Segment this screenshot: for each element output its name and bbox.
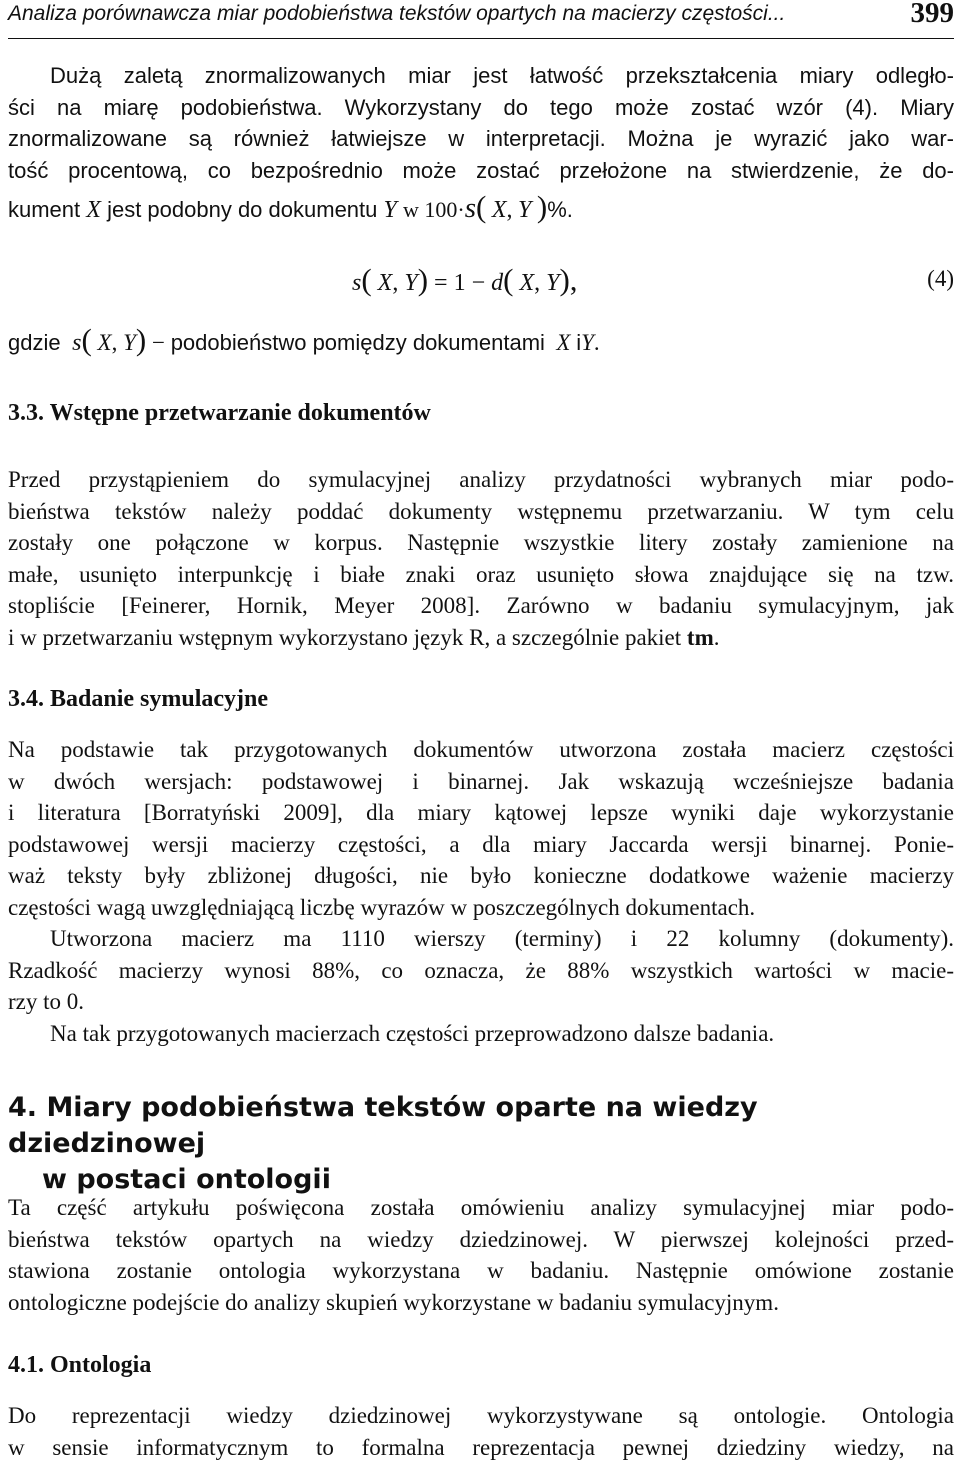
text-line: Do reprezentacji wiedzy dziedzinowej wykorzystywane są ontologie. Ontologia xyxy=(8,1403,954,1428)
heading-line: w postaci ontologii xyxy=(42,1164,331,1195)
text-span: %. xyxy=(547,197,573,222)
paragraph-preprocessing xyxy=(8,464,954,653)
math-minus: − xyxy=(471,270,486,296)
text-line: Utworzona macierz ma 1110 wierszy (terminy) i 22 kolumny (dokumenty). xyxy=(50,926,954,951)
text-span: gdzie xyxy=(8,330,61,355)
running-header xyxy=(8,0,954,39)
math-paren: ), xyxy=(559,262,578,297)
math-minus: − xyxy=(151,330,165,355)
header-title: Analiza porównawcza miar podobieństwa tekstów opartych na macierzy częstości... xyxy=(8,2,786,25)
text-span: w 100· xyxy=(403,197,465,222)
math-equals: = xyxy=(434,270,448,296)
text-line: ści na miarę podobieństwa. Wykorzystany do tego może zostać wzór (4). Miary xyxy=(8,94,954,120)
text-line: waż teksty były zbliżonej długości, nie było konieczne dodatkowe ważenie macierzy xyxy=(8,863,954,888)
section-heading-3-3: 3.3. Wstępne przetwarzanie dokumentów xyxy=(8,400,431,426)
text-line: w dwóch wersjach: podstawowej i binarnej. Jak wskazują wcześniejsze badania xyxy=(8,768,954,794)
math-comma: , xyxy=(392,270,399,296)
math-comma: , xyxy=(506,197,513,223)
math-var-x: X xyxy=(86,197,101,223)
math-var-d: d xyxy=(491,270,504,296)
math-var-y: Y xyxy=(123,330,136,355)
text-span: . xyxy=(713,624,720,650)
math-var-x: X xyxy=(556,330,571,355)
text-line: Dużą zaletą znormalizowanych miar jest łatwość przekształcenia miary odległo- xyxy=(50,63,954,88)
text-line: rzy to 0. xyxy=(8,989,85,1014)
text-line: podstawowej wersji macierzy częstości, a dla miary Jaccarda wersji binarnej. Ponie- xyxy=(8,831,954,857)
text-line xyxy=(8,622,954,654)
math-var-s: s xyxy=(464,192,477,224)
package-name: tm xyxy=(686,624,714,650)
text-line xyxy=(8,186,954,228)
equation-legend xyxy=(8,322,600,358)
math-var-x: X xyxy=(97,330,112,355)
text-line: Na tak przygotowanych macierzach częstości przeprowadzono dalsze badania. xyxy=(50,1020,775,1046)
math-var-s: s xyxy=(352,270,362,296)
text-line: stawiona zostanie ontologia wykorzystana w badaniu. Następnie omówione zostanie xyxy=(8,1258,954,1283)
text-line: małe, usunięto interpunkcję i białe znaki oraz usunięto słowa znajdujące się na tzw. xyxy=(8,561,954,587)
paragraph-simulation xyxy=(8,734,954,1049)
text-line: zostały one połączone w korpus. Następnie wszystkie litery zostały zamienione na xyxy=(8,530,954,555)
text-span: i w przetwarzaniu wstępnym wykorzystano język R, a szczególnie pakiet xyxy=(8,624,682,650)
math-var-y: Y xyxy=(518,197,532,223)
text-span: podobieństwo pomiędzy dokumentami xyxy=(170,330,545,355)
math-var-y: Y xyxy=(404,270,418,296)
text-line: i literatura [Borratyński 2009], dla miary kątowej lepsze wyniki daje wykorzystanie xyxy=(8,800,954,825)
paragraph-normalized-measures xyxy=(8,60,954,228)
paragraph-ontology xyxy=(8,1400,954,1463)
math-comma: , xyxy=(111,330,118,355)
math-comma: , xyxy=(534,270,541,296)
text-span: kument xyxy=(8,197,81,222)
math-paren: ) xyxy=(135,322,147,357)
text-span: jest podobny do dokumentu xyxy=(107,197,378,222)
math-var-x: X xyxy=(519,270,535,296)
section-heading-3-4: 3.4. Badanie symulacyjne xyxy=(8,686,269,712)
math-var-x: X xyxy=(377,270,393,296)
text-line: częstości wagą uwzględniającą liczbę wyrazów w poszczególnych dokumentach. xyxy=(8,894,756,920)
text-line: bieństwa tekstów należy poddać dokumenty wstępnemu przetwarzaniu. W tym celu xyxy=(8,498,954,524)
math-paren: ( xyxy=(503,262,514,297)
text-line: w sensie informatycznym to formalna reprezentacja pewnej dziedziny wiedzy, na xyxy=(8,1434,954,1460)
heading-line: 4. Miary podobieństwa tekstów oparte na wiedzy dziedzinowej xyxy=(8,1092,758,1159)
math-paren: ( xyxy=(361,262,372,297)
page-number: 399 xyxy=(910,0,954,29)
text-line: tość procentową, co bezpośrednio może zostać przełożone na stwierdzenie, że do- xyxy=(8,157,954,183)
section-heading-4-1: 4.1. Ontologia xyxy=(8,1352,152,1378)
text-line: stopliście [Feinerer, Hornik, Meyer 2008]. Zarówno w badaniu symulacyjnym, jak xyxy=(8,593,954,618)
paragraph-ontology-intro xyxy=(8,1192,954,1318)
text-span: . xyxy=(593,330,600,355)
text-line: Ta część artykułu poświęcona została omówieniu analizy symulacyjnej miar podo- xyxy=(8,1195,954,1220)
text-line: znormalizowane są również łatwiejsze w interpretacji. Można je wyrazić jako war- xyxy=(8,126,954,151)
math-var-y: Y xyxy=(581,330,594,355)
math-var-y: Y xyxy=(546,270,560,296)
text-line: bieństwa tekstów opartych na wiedzy dziedzinowej. W pierwszej kolejności przed- xyxy=(8,1226,954,1252)
math-var-x: X xyxy=(491,197,507,223)
text-line: ontologiczne podejście do analizy skupień wykorzystane w badaniu symulacyjnym. xyxy=(8,1289,779,1315)
math-paren: ) xyxy=(417,262,429,297)
text-span: i xyxy=(576,330,582,355)
math-paren: ) xyxy=(536,189,548,224)
math-var-y: Y xyxy=(383,197,397,223)
equation-4 xyxy=(352,262,578,298)
text-line: Rzadkość macierzy wynosi 88%, co oznacza, że 88% wszystkich wartości w macie- xyxy=(8,957,954,983)
section-heading-4 xyxy=(8,1090,960,1198)
math-paren: ( xyxy=(81,322,92,357)
math-paren: ( xyxy=(476,189,487,224)
math-one: 1 xyxy=(453,270,466,296)
math-var-s: s xyxy=(72,330,82,356)
equation-number: (4) xyxy=(927,266,954,291)
text-line: Przed przystąpieniem do symulacyjnej analizy przydatności wybranych miar podo- xyxy=(8,467,954,492)
text-line: Na podstawie tak przygotowanych dokumentów utworzona została macierz częstości xyxy=(8,737,954,762)
